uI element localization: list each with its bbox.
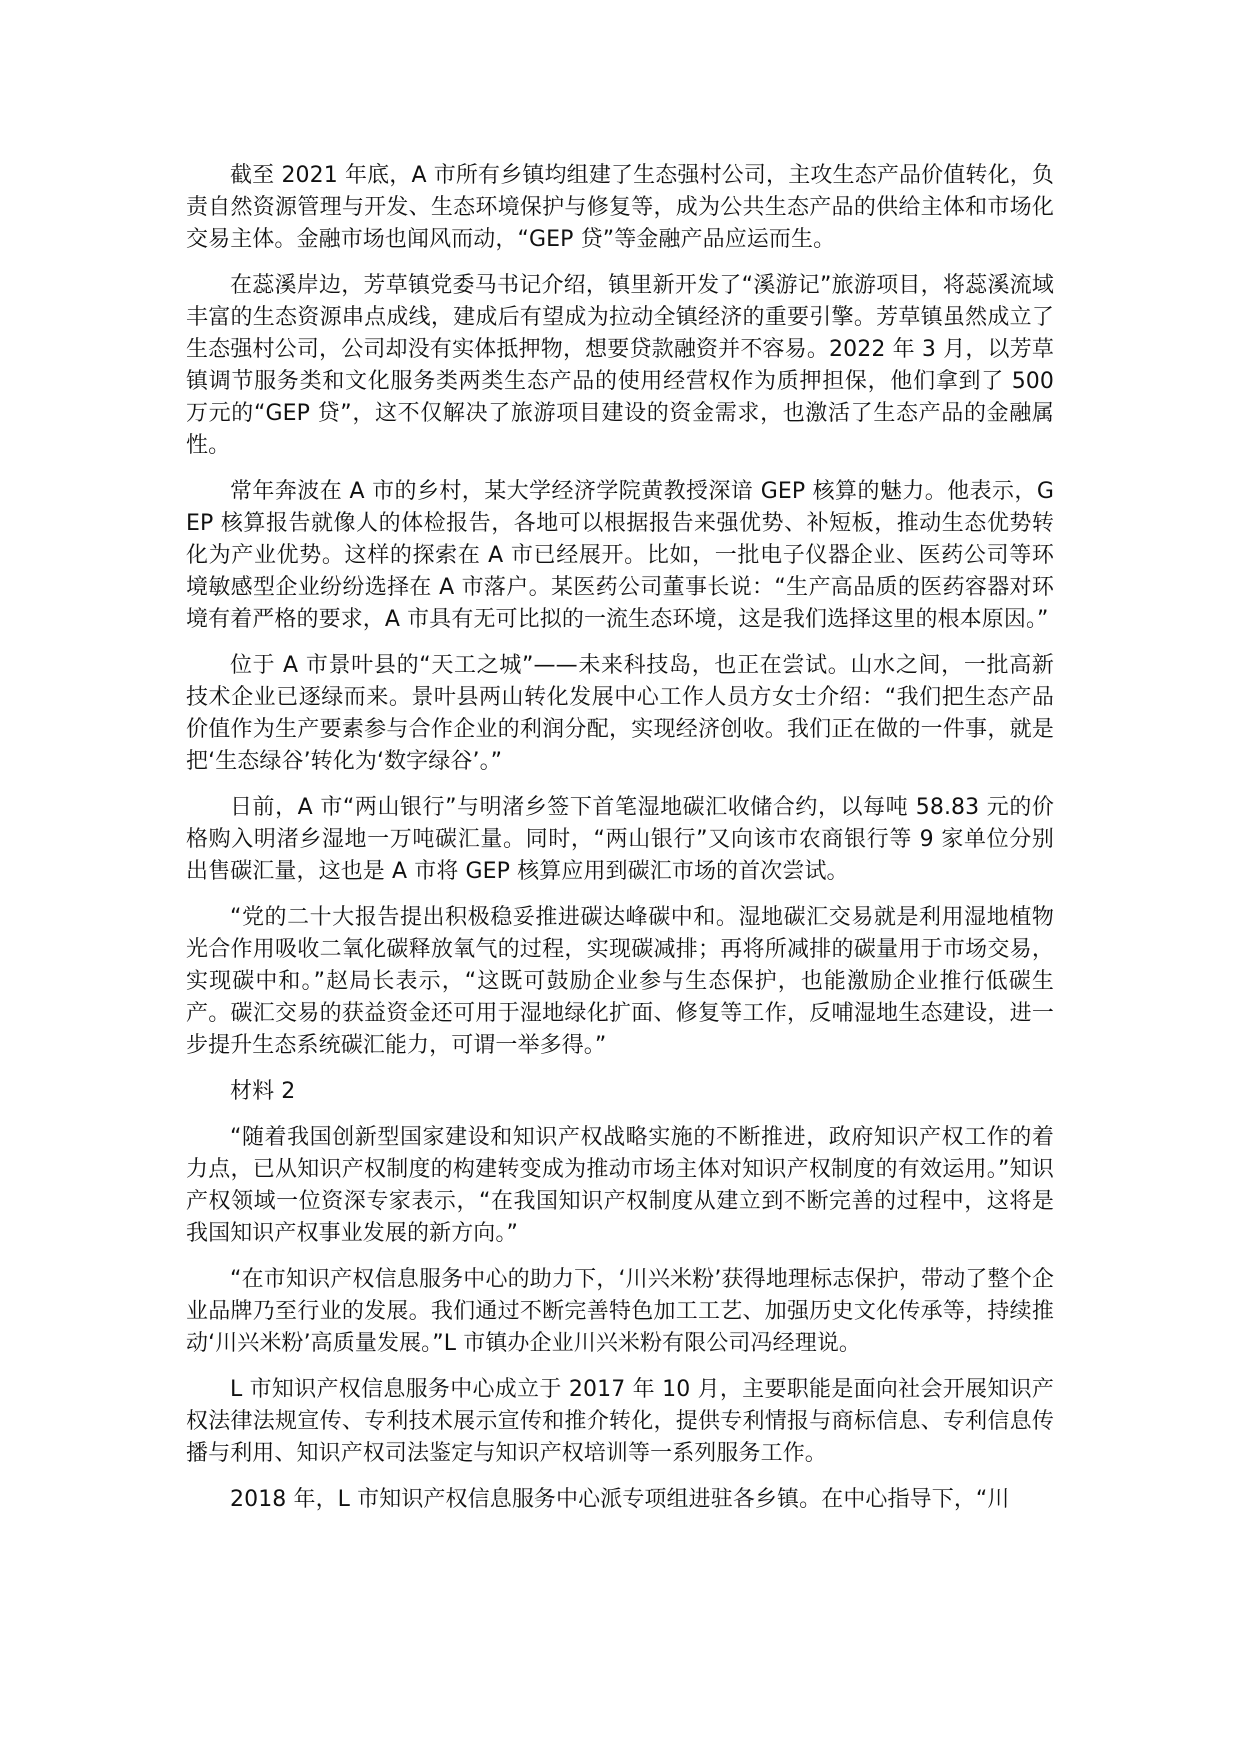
paragraph-ip-expert: “随着我国创新型国家建设和知识产权战略实施的不断推进，政府知识产权工作的着力点，已从知识产权制度的构建转变成为推动市场主体对知识产权制度的有效运用。”知识产权领域一位资深专家表示，“在我国知识产权制度从建立到不断完善的过程中，这将是我国知识产权事业发展的新方向。” [186, 1125, 1054, 1246]
section-heading-material-2: 材料 2 [230, 1079, 296, 1104]
paragraph-2018-project-team: 2018 年，L 市知识产权信息服务中心派专项组进驻各乡镇。在中心指导下，“川 [230, 1487, 1010, 1512]
paragraph-fangcao-town: 在蕊溪岸边，芳草镇党委马书记介绍，镇里新开发了“溪游记”旅游项目，将蕊溪流域丰富的生态资源串点成线，建成后有望成为拉动全镇经济的重要引擎。芳草镇虽然成立了生态强村公司，公司却没有实体抵押物，想要贷款融资并不容易。2022 年 3 月，以芳草镇调节服务类和文化服务类两类生态产品的使用经营权作为质押担保，他们拿到了 500 万元的“GEP 贷”，这不仅解决了旅游项目建设的资金需求，也激活了生态产品的金融属性。 [186, 273, 1054, 458]
paragraph-chuanxing-rice-noodle: “在市知识产权信息服务中心的助力下，‘川兴米粉’获得地理标志保护，带动了整个企业品牌乃至行业的发展。我们通过不断完善特色加工工艺、加强历史文化传承等，持续推动‘川兴米粉’高质量发展。”L 市镇办企业川兴米粉有限公司冯经理说。 [186, 1267, 1054, 1356]
paragraph-professor-huang: 常年奔波在 A 市的乡村，某大学经济学院黄教授深谙 GEP 核算的魅力。他表示，GEP 核算报告就像人的体检报告，各地可以根据报告来强优势、补短板，推动生态优势转化为产业优势。这样的探索在 A 市已经展开。比如，一批电子仪器企业、医药公司等环境敏感型企业纷纷选择在 A 市落户。某医药公司董事长说：“生产高品质的医药容器对环境有着严格的要求，A 市具有无可比拟的一流生态环境，这是我们选择这里的根本原因。” [186, 479, 1054, 632]
paragraph-jingye-county: 位于 A 市景叶县的“天工之城”——未来科技岛，也正在尝试。山水之间，一批高新技术企业已逐绿而来。景叶县两山转化发展中心工作人员方女士介绍：“我们把生态产品价值作为生产要素参与合作企业的利润分配，实现经济创收。我们正在做的一件事，就是把‘生态绿谷’转化为‘数字绿谷’。” [186, 653, 1054, 774]
paragraph-carbon-sink-contract: 日前，A 市“两山银行”与明渚乡签下首笔湿地碳汇收储合约，以每吨 58.83 元的价格购入明渚乡湿地一万吨碳汇量。同时，“两山银行”又向该市农商银行等 9 家单位分别出售碳汇量，这也是 A 市将 GEP 核算应用到碳汇市场的首次尝试。 [186, 795, 1054, 884]
paragraph-ip-service-center: L 市知识产权信息服务中心成立于 2017 年 10 月，主要职能是面向社会开展知识产权法律法规宣传、专利技术展示宣传和推介转化，提供专利情报与商标信息、专利信息传播与利用、知识产权司法鉴定与知识产权培训等一系列服务工作。 [186, 1377, 1054, 1466]
document-page [186, 160, 1054, 1530]
paragraph-gep-loan-intro: 截至 2021 年底，A 市所有乡镇均组建了生态强村公司，主攻生态产品价值转化，负责自然资源管理与开发、生态环境保护与修复等，成为公共生态产品的供给主体和市场化交易主体。金融市场也闻风而动，“GEP 贷”等金融产品应运而生。 [186, 163, 1054, 252]
paragraph-director-zhao: “党的二十大报告提出积极稳妥推进碳达峰碳中和。湿地碳汇交易就是利用湿地植物光合作用吸收二氧化碳释放氧气的过程，实现碳减排；再将所减排的碳量用于市场交易，实现碳中和。”赵局长表示，“这既可鼓励企业参与生态保护，也能激励企业推行低碳生产。碳汇交易的获益资金还可用于湿地绿化扩面、修复等工作，反哺湿地生态建设，进一步提升生态系统碳汇能力，可谓一举多得。” [186, 905, 1054, 1058]
